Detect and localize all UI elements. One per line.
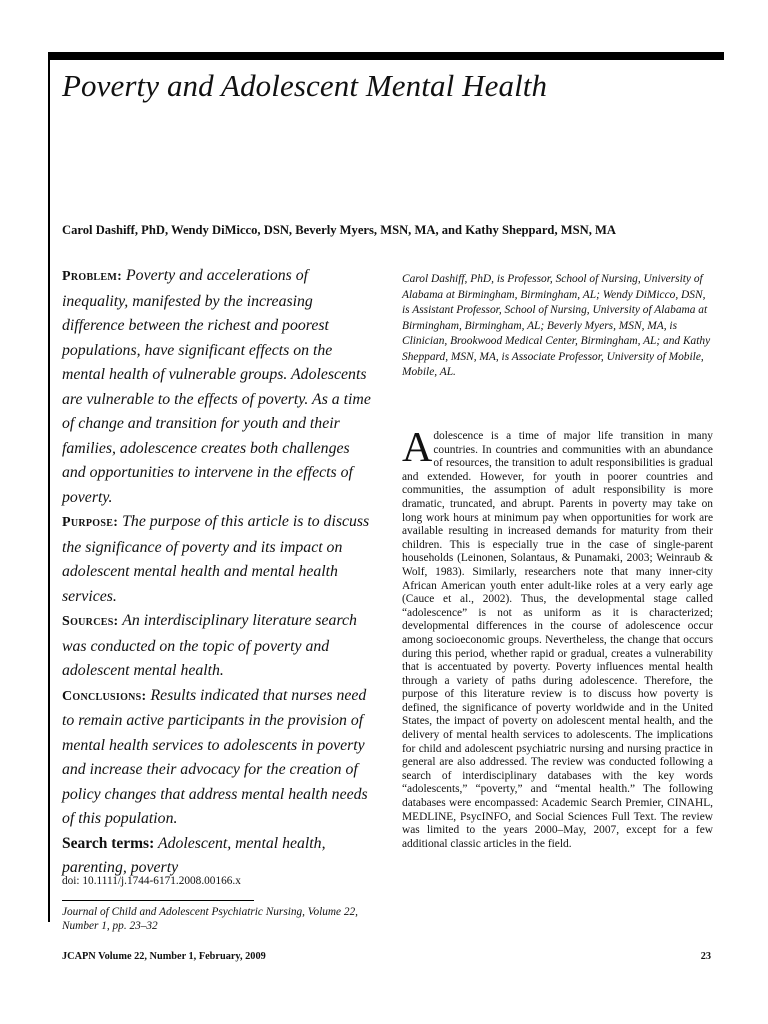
problem-text: Poverty and accelerations of inequality, manifested by the increasing difference between the richest and poorest populations, have significant effects on the mental health of vulnerable groups. Adolescents are vulnerable to the effects of poverty. As a time of change and transition for youth and their families, adolescence creates both challenges and opportunities to intervene in the effects of poverty. <box>62 267 371 506</box>
search-terms <box>62 832 374 881</box>
abstract-problem <box>62 264 374 510</box>
purpose-label: Purpose: <box>62 515 119 530</box>
article-title: Poverty and Adolescent Mental Health <box>62 68 548 103</box>
top-rule <box>48 52 724 60</box>
drop-cap: A <box>402 425 433 471</box>
search-terms-text: Adolescent, mental health, parenting, poverty <box>62 834 326 876</box>
search-terms-label: Search terms: <box>62 834 155 852</box>
abstract-sources <box>62 609 374 684</box>
sources-label: Sources: <box>62 614 119 629</box>
abstract-conclusions <box>62 684 374 832</box>
doi: doi: 10.1111/j.1744-6171.2008.00166.x <box>62 875 241 887</box>
purpose-text: The purpose of this article is to discuss the significance of poverty and its impact on adolescent mental health and mental health services. <box>62 513 370 605</box>
conclusions-text: Results indicated that nurses need to remain active participants in the provision of mental health services to adolescents in poverty and increase their advocacy for the creation of policy changes that address mental health needs of this population. <box>62 686 368 827</box>
journal-reference: Journal of Child and Adolescent Psychiatric Nursing, Volume 22, Number 1, pp. 23–32 <box>62 906 358 932</box>
page-number: 23 <box>700 951 711 962</box>
author-affiliations: Carol Dashiff, PhD, is Professor, School of Nursing, University of Alabama at Birmingham, Birmingham, AL; Wendy DiMicco, DSN, is Assistant Professor, School of Nursing, University of Alabama at Birmingham, Birmingham, AL; Beverly Myers, MSN, MA, is Clinician, Brookwood Medical Center, Birmingham, AL; and Kathy Sheppard, MSN, MA, is Associate Professor, University of Mobile, Mobile, AL. <box>402 273 711 378</box>
abstract-purpose <box>62 510 374 609</box>
body-paragraph <box>402 425 713 851</box>
conclusions-label: Conclusions: <box>62 688 147 704</box>
problem-label: Problem: <box>62 269 123 284</box>
author-list: Carol Dashiff, PhD, Wendy DiMicco, DSN, Beverly Myers, MSN, MA, and Kathy Sheppard, MSN, MA <box>62 223 617 237</box>
footnote-rule <box>62 900 254 901</box>
left-margin-rule <box>48 52 50 922</box>
running-footer: JCAPN Volume 22, Number 1, February, 2009 <box>62 951 266 962</box>
sources-text: An interdisciplinary literature search was conducted on the topic of poverty and adolescent mental health. <box>62 612 357 679</box>
body-text: dolescence is a time of major life transition in many countries. In countries and communities with an abundance of resources, the transition to adult responsibilities is gradual and extended. However, for youth in poorer countries and communities, the assumption of adult responsibility is more dramatic, truncated, and abrupt. Parents in poverty may take on long work hours at minimum pay when opportunities for work are available resulting in increased demands for maturity from their children. This is especially true in the case of single-parent households (Leinonen, Solantaus, & Punamaki, 2003; Weinraub & Wolf, 1983). Similarly, researchers note that many inner-city African American youth enter adult-like roles at a very early age (Cauce et al., 2002). Thus, the developmental stage called “adolescence” is not as uniform as it is characterized; developmental differences in the course of adolescence occur among socioeconomic groups. Nevertheless, the change that occurs during this period, whether rapid or gradual, creates a vulnerability that is accentuated by poverty. Poverty influences mental health through a variety of paths during adolescence. Therefore, the purpose of this literature review is to discuss how poverty is defined, the significance of poverty worldwide and in the United States, the impact of poverty on adolescent mental health, and the delivery of mental health services to adolescents. The implications for child and adolescent psychiatric nursing and nursing practice in general are also addressed. The review was conducted following a search of interdisciplinary databases with the key words “adolescents,” “poverty,” and “mental health.” The following databases were encompassed: Academic Search Premier, CINAHL, MEDLINE, PsycINFO, and Social Sciences Full Text. The review was limited to the years 2000–May, 2007, except for a few additional classic articles in the field. <box>402 430 713 850</box>
abstract <box>62 264 374 881</box>
